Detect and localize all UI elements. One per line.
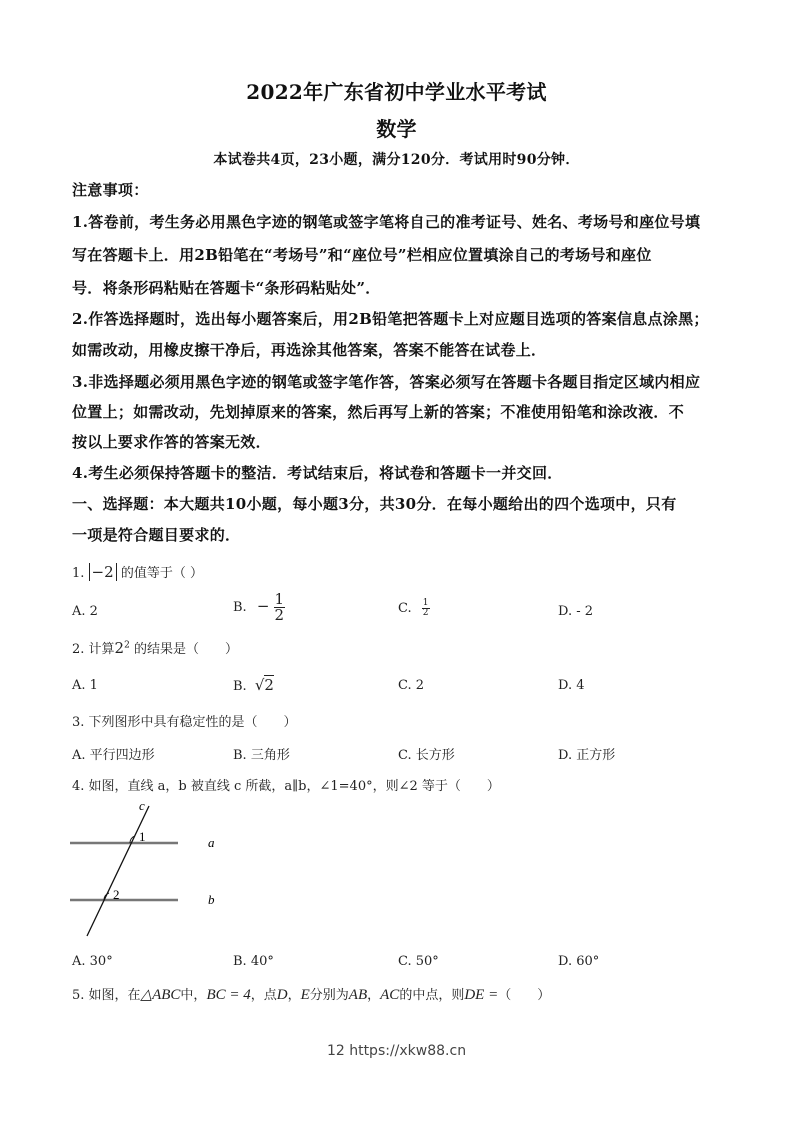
notice-line: 按以上要求作答的答案无效．	[72, 433, 271, 451]
option-a: A. 1	[72, 678, 98, 693]
question-text: 的值等于（ ）	[120, 566, 203, 581]
section-heading: 一、选择题：本大题共10小题，每小题3分，共30分．在每小题给出的四个选项中，只有	[72, 495, 677, 513]
question-text: 中，	[180, 988, 207, 1003]
option-label: B.	[233, 679, 247, 694]
notice-line: 1.答卷前，考生务必用黑色字迹的钢笔或签字笔将自己的准考证号、姓名、考场号和座位号填	[72, 213, 701, 231]
option-d: D. 正方形	[558, 748, 616, 763]
denominator: 2	[274, 606, 285, 624]
numerator: 1	[274, 590, 285, 608]
notice-line: 4.考生必须保持答题卡的整洁．考试结束后，将试卷和答题卡一并交回．	[72, 464, 563, 482]
question-text: 2. 计算	[72, 642, 115, 657]
option-label: B.	[233, 600, 247, 615]
numerator: 1	[422, 598, 429, 608]
label-angle-2: 2	[113, 887, 120, 902]
math-expression: DE =	[464, 987, 499, 1003]
exam-title: 2022年广东省初中学业水平考试	[246, 80, 547, 104]
page-footer: 12 https://xkw88.cn	[326, 1043, 467, 1059]
notice-line: 号．将条形码粘贴在答题卡“条形码粘贴处”．	[72, 279, 381, 297]
option-b	[233, 592, 285, 623]
parallel-lines-figure	[68, 800, 228, 945]
option-b: B. 40°	[233, 954, 274, 969]
notice-heading: 注意事项：	[72, 181, 149, 199]
question-text: ，点	[250, 988, 277, 1003]
question-2	[72, 638, 238, 657]
option-b: B. 三角形	[233, 748, 290, 763]
question-number: 1.	[72, 566, 85, 581]
label-b: b	[208, 892, 215, 907]
notice-line: 2.作答选择题时，选出每小题答案后，用2B铅笔把答题卡上对应题目选项的答案信息点涂黑；	[72, 310, 709, 328]
question-text: 5. 如图，在	[72, 988, 141, 1003]
power-exponent: 2	[124, 640, 130, 651]
question-text: 的结果是（ ）	[133, 642, 238, 657]
subject-title: 数学	[376, 117, 417, 141]
line-c	[87, 806, 149, 936]
denominator: 2	[422, 608, 429, 618]
math-expression: BC = 4	[206, 987, 251, 1003]
option-d: D. 60°	[558, 954, 600, 969]
math-segment: AB	[348, 987, 368, 1003]
fraction	[274, 592, 286, 623]
option-b	[233, 676, 274, 694]
section-heading: 一项是符合题目要求的．	[72, 526, 241, 544]
question-text: ，	[287, 988, 301, 1003]
math-point: D	[276, 987, 288, 1003]
notice-line: 位置上；如需改动，先划掉原来的答案，然后再写上新的答案；不准使用铅笔和涂改液．不	[72, 403, 685, 421]
option-a: A. 30°	[72, 954, 113, 969]
notice-line: 3.非选择题必须用黑色字迹的钢笔或签字笔作答，答案必须写在答题卡各题目指定区域内相应	[72, 373, 701, 391]
option-c	[398, 599, 430, 618]
label-a: a	[208, 835, 215, 850]
notice-line: 如需改动，用橡皮擦干净后，再选涂其他答案，答案不能答在试卷上．	[72, 341, 547, 359]
option-a: A. 2	[72, 604, 98, 619]
option-d: D. - 2	[558, 604, 594, 619]
math-triangle: △ABC	[140, 987, 181, 1003]
notice-line: 写在答题卡上．用2B铅笔在“考场号”和“座位号”栏相应位置填涂自己的考场号和座位	[72, 246, 652, 264]
radicand: 2	[264, 676, 274, 694]
math-point: E	[300, 987, 310, 1003]
option-a: A. 平行四边形	[72, 748, 155, 763]
question-text: 的中点，则	[399, 988, 465, 1003]
fraction	[422, 599, 430, 618]
question-text: 分别为	[309, 988, 349, 1003]
power-base: 2	[114, 639, 125, 657]
sqrt-sign: √2	[254, 676, 274, 694]
absolute-value: −2	[89, 563, 117, 581]
question-text: ，	[367, 988, 381, 1003]
label-angle-1: 1	[139, 829, 146, 844]
option-label: C.	[398, 601, 412, 616]
minus-sign: −	[256, 597, 270, 615]
question-4: 4. 如图，直线 a，b 被直线 c 所截，a∥b，∠1=40°，则∠2 等于（ ）	[72, 779, 500, 794]
label-c: c	[139, 800, 145, 813]
question-1	[72, 562, 203, 581]
question-text: （ ）	[498, 988, 551, 1003]
option-c: C. 50°	[398, 954, 439, 969]
option-c: C. 2	[398, 678, 425, 693]
question-3: 3. 下列图形中具有稳定性的是（ ）	[72, 715, 297, 730]
question-5	[72, 984, 550, 1004]
math-segment: AC	[380, 987, 400, 1003]
option-c: C. 长方形	[398, 748, 455, 763]
exam-info: 本试卷共4页，23小题，满分120分．考试用时90分钟．	[213, 152, 580, 168]
option-d: D. 4	[558, 678, 585, 693]
